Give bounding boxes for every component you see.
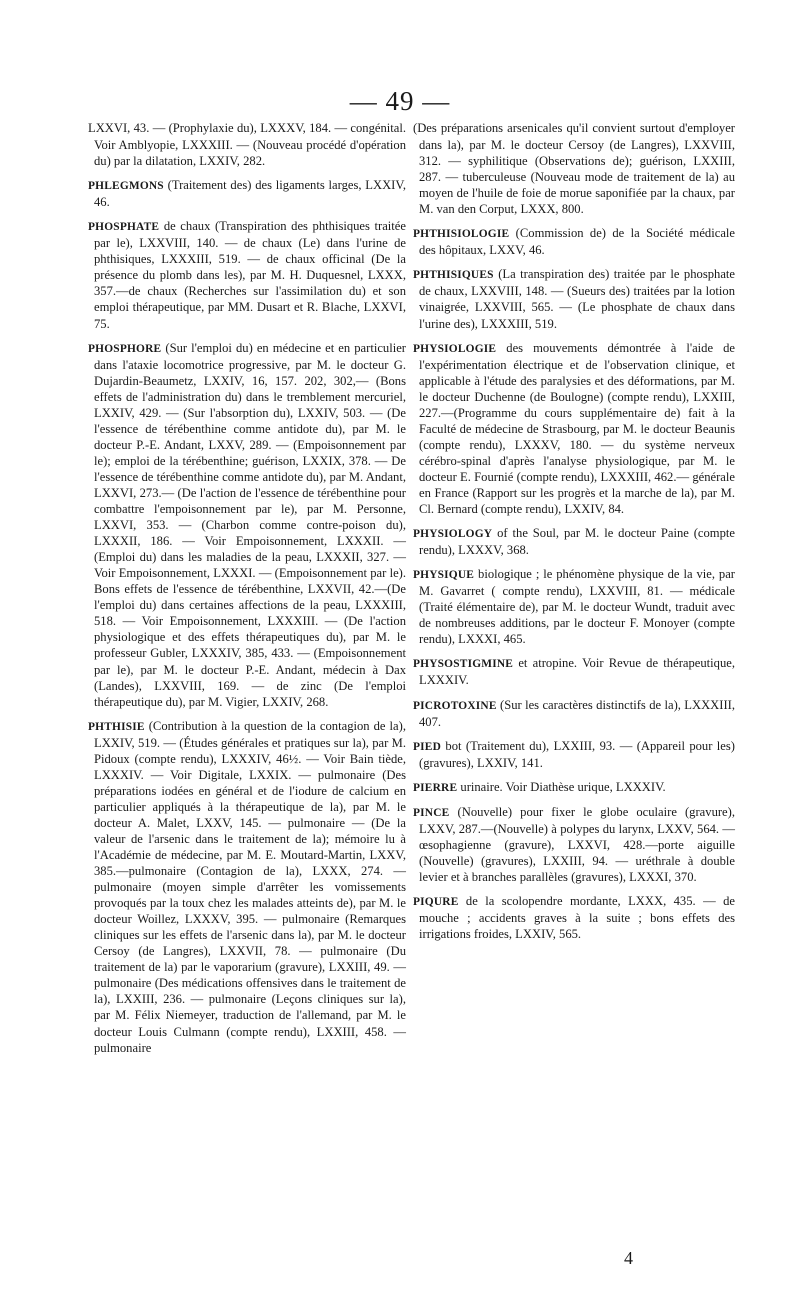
index-entry	[413, 266, 735, 331]
entry-text: de la scolopendre mordante, LXXX, 435. — de mouche ; accidents graves à la suite ; bons effets des irrigations froides, LXXIV, 565.	[419, 893, 735, 942]
index-entry	[413, 225, 735, 258]
entry-text: (Nouvelle) pour fixer le globe oculaire (gravure), LXXV, 287.—(Nouvelle) à polypes du larynx, LXXV, 564. — œsophagienne (gravure), LXXVI, 428.—porte aiguille (Nouvelle) (gravures), LXXIII, 94. — uréthrale à double levier et à branches parallèles (gravures), LXXXI, 370.	[419, 804, 735, 884]
index-entry	[88, 718, 406, 1056]
page-number: — 49 —	[349, 86, 451, 116]
index-column-left	[88, 120, 406, 1064]
entry-headword: PHOSPHATE	[88, 221, 160, 234]
entry-text: (Sur l'emploi du) en médecine et en particulier dans l'ataxie locomotrice progressive, par M. le docteur G. Dujardin-Beaumetz, LXXIV, 16, 157. 202, 302,— (Bons effets de l'administration du) dans le tremblement mercuriel, LXXIV, 429. — (Sur l'absorption du), LXXIV, 503. — (De l'essence de térébenthine comme antidote du), par M. le docteur P.-E. Andant, LXXV, 289. — (Empoisonnement par le); emploi de la térébenthine; guérison, LXXIX, 378. — De l'essence de térébenthine comme antidote du), par M. Andant, LXXVI, 273.— (De l'action de l'essence de térébenthine pour combattre l'empoisonnement par le), par M. Personne, LXXVI, 353. — (Charbon comme contre-poison du), LXXXII, 186. — Voir Empoisonnement, LXXXII. — (Emploi du) dans les maladies de la peau, LXXXII, 327. — Voir Empoisonnement, LXXXI. — (Empoisonnement par le). Bons effets de l'essence de térébenthine, LXXVII, 42.—(De l'emploi du) dans certaines affections de la peau, LXXXIII, 518. — Voir Empoisonnement, LXXXIII. — (De l'action physiologique et des effets thérapeutiques du), par M. le professeur Gubler, LXXXIV, 385, 433. — (Empoisonnement par le), par M. le docteur P.-E. Andant, médecin à Dax (Landes), LXXVIII, 169. — de zinc (De l'emploi thérapeutique du), par M. Vigier, LXXIV, 268.	[94, 340, 406, 709]
entry-headword: PHYSIQUE	[413, 569, 475, 582]
index-entry	[413, 566, 735, 647]
entry-headword: PHOSPHORE	[88, 342, 162, 355]
entry-headword: PINCE	[413, 806, 450, 819]
entry-text: de chaux (Transpiration des phthisiques traitée par le), LXXVIII, 140. — de chaux (Le) dans l'urine de phthisiques, LXXXIII, 519. — de chaux officinal (De la présence du plomb dans les), par M. H. Duquesnel, LXXX, 357.—de chaux (Recherches sur l'assimilation du) et son emploi thérapeutique, par MM. Dusart et R. Blache, LXXVI, 75.	[94, 219, 406, 331]
index-entry	[413, 804, 735, 885]
index-entry	[413, 697, 735, 730]
entry-text: (Sur les caractères distinctifs de la), LXXXIII, 407.	[419, 697, 735, 729]
entry-text: (Traitement des) des ligaments larges, LXXIV, 46.	[94, 178, 406, 210]
entry-text: LXXVI, 43. — (Prophylaxie du), LXXXV, 184. — congénital. Voir Amblyopie, LXXXIII. — (Nouveau procédé d'opération du) par la dilatation, LXXIV, 282.	[88, 121, 406, 169]
entry-headword: PIQURE	[413, 895, 459, 908]
index-entry	[88, 340, 406, 710]
entry-text: (La transpiration des) traitée par le phosphate de chaux, LXXVIII, 148. — (Sueurs des) traitées par la lotion vinaigrée, LXXVIII, 565. — (Le phosphate de chaux dans l'urine des), LXXXIII, 519.	[419, 267, 735, 331]
index-entry	[88, 177, 406, 210]
entry-headword: PHYSIOLOGY	[413, 528, 493, 541]
entry-text: (Commission de) de la Société médicale des hôpitaux, LXXV, 46.	[419, 226, 735, 258]
index-entry	[413, 120, 735, 217]
entry-headword: PHYSIOLOGIE	[413, 342, 497, 355]
entry-text: et atropine. Voir Revue de thérapeutique, LXXXIV.	[419, 656, 735, 688]
entry-headword: PHTHISIE	[88, 720, 145, 733]
entry-headword: PIED	[413, 740, 442, 753]
entry-text: urinaire. Voir Diathèse urique, LXXXIV.	[457, 779, 666, 794]
entry-headword: PHYSOSTIGMINE	[413, 658, 514, 671]
entry-text: of the Soul, par M. le docteur Paine (compte rendu), LXXXV, 368.	[419, 526, 735, 558]
index-entry	[413, 893, 735, 942]
entry-headword: PIERRE	[413, 781, 458, 794]
index-entry	[413, 340, 735, 518]
entry-headword: PICROTOXINE	[413, 699, 497, 712]
index-entry	[413, 779, 735, 796]
entry-text: bot (Traitement du), LXXIII, 93. — (Appareil pour les) (gravures), LXXIV, 141.	[419, 738, 735, 770]
entry-text: biologique ; le phénomène physique de la vie, par M. Gavarret ( compte rendu), LXXVIII, 81. — médicale (Traité élémentaire de), par M. le docteur Wundt, traduit avec de nombreuses additions, par le docteur F. Monoyer (compte rendu), LXXXI, 465.	[419, 567, 735, 647]
index-entry	[413, 525, 735, 558]
index-entry	[88, 120, 406, 169]
entry-text: (Des préparations arsenicales qu'il convient surtout d'employer dans la), par M. le docteur Cersoy (de Langres), LXXVIII, 312. — syphilitique (Observations de); guérison, LXXIII, 287. — tuberculeuse (Nouveau mode de traitement de la) au moyen de l'huile de foie de morue saponifiée par la chaux, par M. van den Corput, LXXX, 800.	[413, 121, 735, 217]
index-entry	[413, 655, 735, 688]
index-entry	[88, 218, 406, 331]
entry-headword: PHTHISIQUES	[413, 269, 494, 282]
entry-headword: PHTHISIOLOGIE	[413, 228, 510, 241]
index-column-right	[413, 120, 735, 950]
entry-text: des mouvements démontrée à l'aide de l'expérimentation électrique et de l'observation clinique, et applicable à l'étude des paralysies et des déformations, par M. le docteur Duchenne (de Boulogne) (compte rendu), LXXIII, 227.—(Programme du cours supplémentaire de) fait à la Faculté de médecine de Strasbourg, par M. le docteur Beaunis (compte rendu), LXXXV, 180. — du système nerveux cérébro-spinal d'après l'analyse physiologique, par M. le docteur E. Fournié (compte rendu), LXXXIII, 462.— générale en France (Rapport sur les progrès et la marche de la), par M. Cl. Bernard (compte rendu), LXXIV, 84.	[419, 340, 735, 517]
index-entry	[413, 738, 735, 771]
entry-headword: PHLEGMONS	[88, 180, 164, 193]
entry-text: (Contribution à la question de la contagion de la), LXXIV, 519. — (Études générales et pratiques sur la), par M. Pidoux (compte rendu), LXXXIV, 46½. — Voir Bain tiède, LXXXIV. — Voir Digitale, LXXIX. — pulmonaire (Des préparations iodées en général et de l'iodure de calcium en particulier appliqués à la thérapeutique de la), par M. le docteur A. Malet, LXXV, 145. — pulmonaire — (De la valeur de l'arsenic dans le traitement de la); mémoire lu à l'Académie de médecine, par M. E. Moutard-Martin, LXXV, 385.—pulmonaire (Contagion de la), LXXX, 274. — pulmonaire (moyen simple d'arrêter les vomissements provoqués par la toux chez les malades atteints de), par M. le docteur Woillez, LXXXV, 395. — pulmonaire (Remarques cliniques sur les effets de l'arsenic dans la), par M. le docteur Cersoy (de Langres), LXXVII, 78. — pulmonaire (Du traitement de la) par le vaporarium (gravure), LXXIII, 49. — pulmonaire (Des médications offensives dans le traitement de la), LXXIII, 236. — pulmonaire (Leçons cliniques sur la), par M. Félix Niemeyer, traduction de l'allemand, par M. le docteur Louis Culmann (compte rendu), LXXIII, 458. — pulmonaire	[94, 718, 406, 1055]
signature-mark: 4	[624, 1248, 633, 1268]
